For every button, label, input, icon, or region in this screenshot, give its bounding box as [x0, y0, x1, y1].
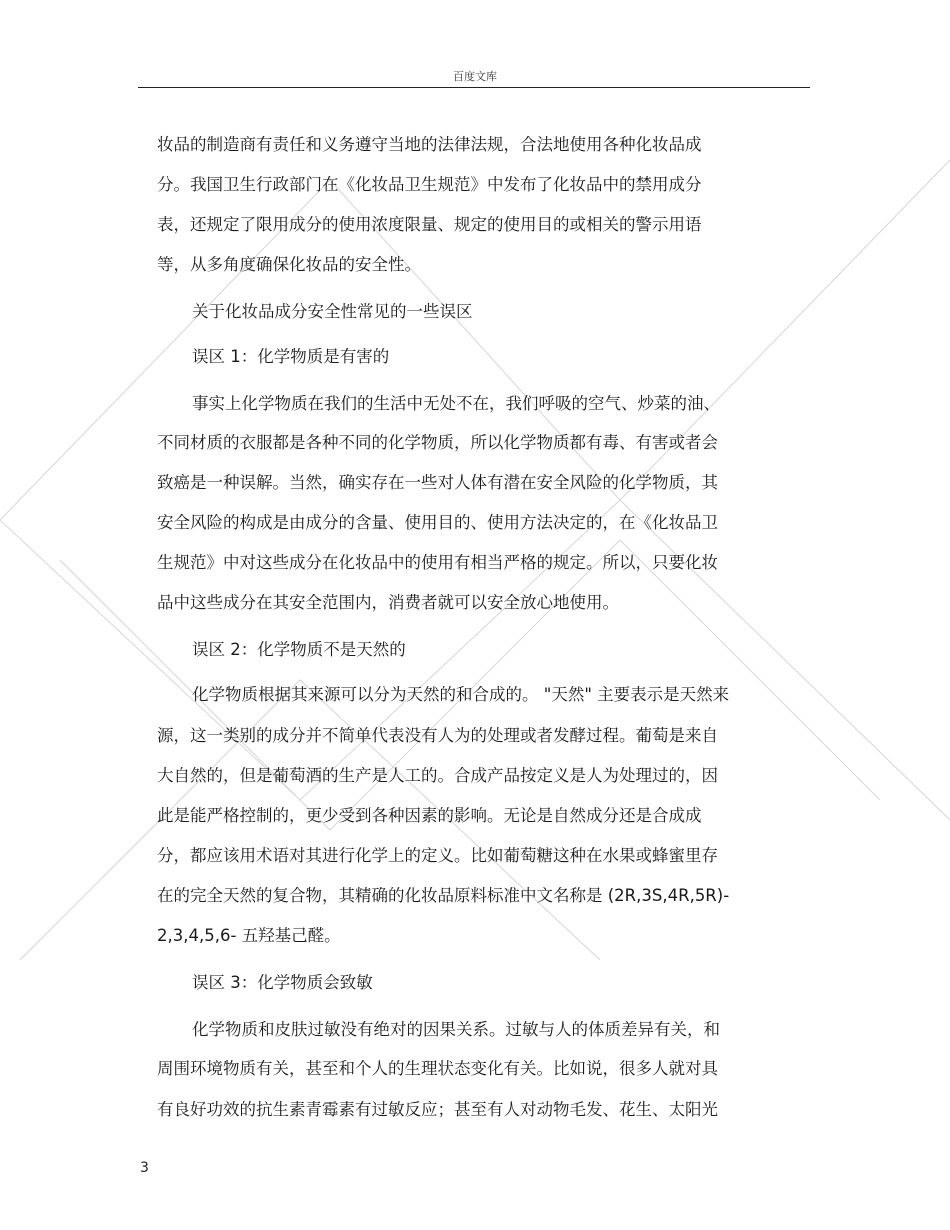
text-line: 等，从多角度确保化妆品的安全性。	[157, 255, 421, 274]
text-line: 误区 1：化学物质是有害的	[192, 347, 390, 366]
text-line: 2,3,4,5,6- 五羟基己醛。	[157, 926, 341, 945]
header-rule	[138, 87, 810, 88]
page-header: 百度文库	[453, 70, 497, 83]
text-line: 生规范》中对这些成分在化妆品中的使用有相当严格的规定。所以，只要化妆	[157, 553, 718, 572]
text-line: 误区 2：化学物质不是天然的	[192, 640, 406, 659]
text-line: 分，都应该用术语对其进行化学上的定义。比如葡萄糖这种在水果或蜂蜜里存	[157, 846, 718, 865]
text-line: 此是能严格控制的，更少受到各种因素的影响。无论是自然成分还是合成成	[157, 806, 702, 825]
text-line: 不同材质的衣服都是各种不同的化学物质，所以化学物质都有毒、有害或者会	[157, 433, 718, 452]
text-line: 化学物质根据其来源可以分为天然的和合成的。 "天然" 主要表示是天然来	[192, 685, 730, 704]
text-line: 有良好功效的抗生素青霉素有过敏反应；甚至有人对动物毛发、花生、太阳光	[157, 1100, 718, 1119]
text-line: 误区 3：化学物质会致敏	[192, 973, 373, 992]
text-line: 关于化妆品成分安全性常见的一些误区	[192, 302, 473, 321]
text-line: 在的完全天然的复合物，其精确的化妆品原料标准中文名称是 (2R,3S,4R,5R)-	[157, 886, 730, 905]
text-line: 事实上化学物质在我们的生活中无处不在，我们呼吸的空气、炒菜的油、	[192, 394, 720, 413]
text-line: 周围环境物质有关，甚至和个人的生理状态变化有关。比如说，很多人就对具	[157, 1059, 718, 1078]
text-line: 妆品的制造商有责任和义务遵守当地的法律法规，合法地使用各种化妆品成	[157, 135, 702, 154]
text-line: 安全风险的构成是由成分的含量、使用目的、使用方法决定的，在《化妆品卫	[157, 513, 718, 532]
text-line: 致癌是一种误解。当然，确实存在一些对人体有潜在安全风险的化学物质，其	[157, 473, 718, 492]
text-line: 表，还规定了限用成分的使用浓度限量、规定的使用目的或相关的警示用语	[157, 215, 702, 234]
text-line: 分。我国卫生行政部门在《化妆品卫生规范》中发布了化妆品中的禁用成分	[157, 175, 702, 194]
text-line: 化学物质和皮肤过敏没有绝对的因果关系。过敏与人的体质差异有关，和	[192, 1020, 720, 1039]
text-line: 品中这些成分在其安全范围内，消费者就可以安全放心地使用。	[157, 593, 619, 612]
page-number: 3	[140, 1160, 149, 1176]
text-line: 源，这一类别的成分并不简单代表没有人为的处理或者发酵过程。葡萄是来自	[157, 726, 718, 745]
text-line: 大自然的，但是葡萄酒的生产是人工的。合成产品按定义是人为处理过的，因	[157, 766, 718, 785]
